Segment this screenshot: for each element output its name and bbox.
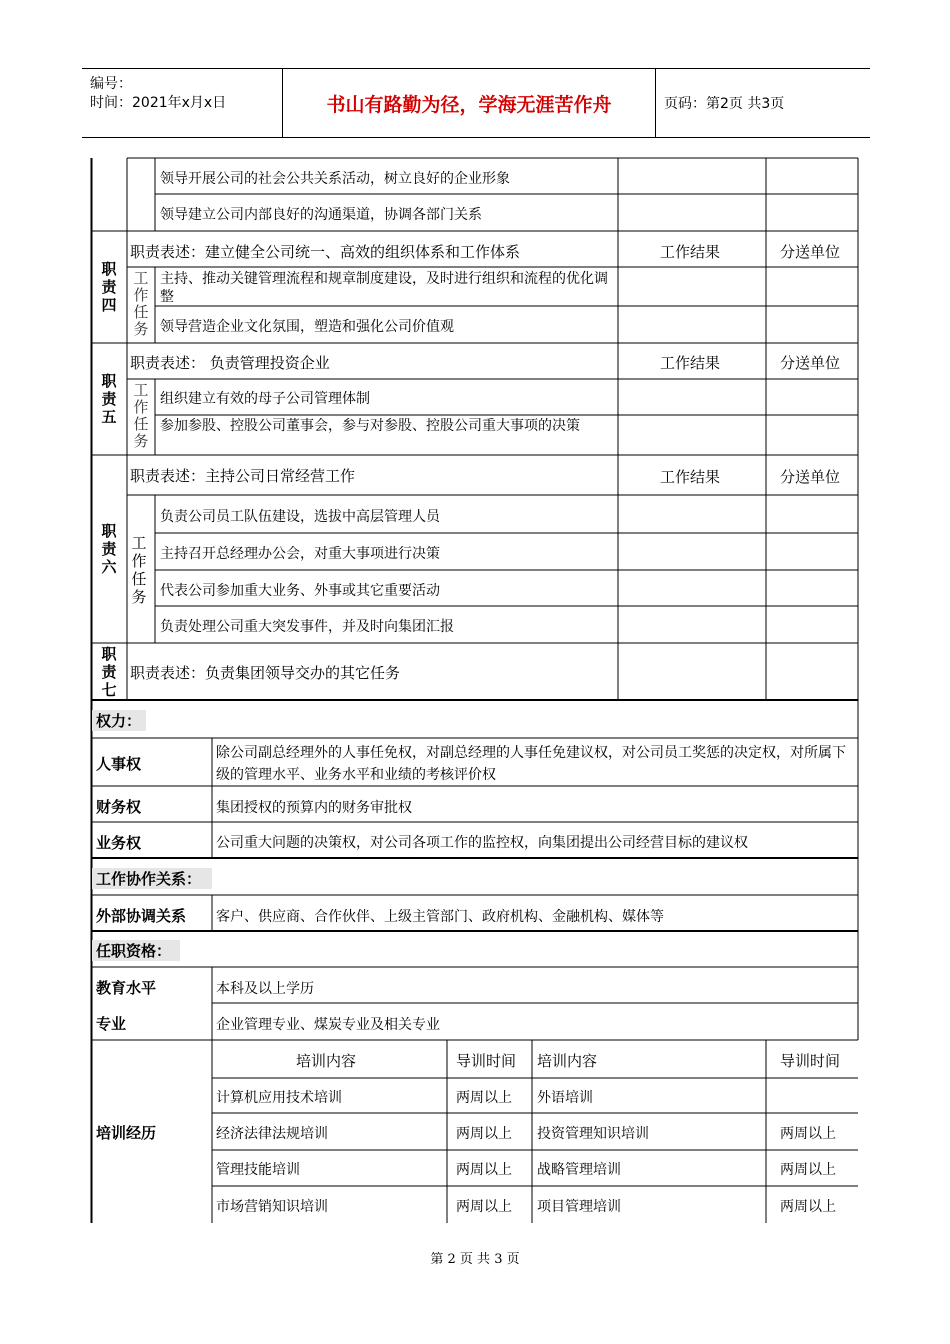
task-text: 组织建立有效的母子公司管理体制 [160,391,370,407]
page-info: 页码：第2页 共3页 [664,96,785,112]
training-label: 培训经历 [96,1124,157,1142]
training-cell: 两周以上 [456,1162,512,1178]
training-cell: 两周以上 [456,1199,512,1215]
task-text: 主持、推动关键管理流程和规章制度建设，及时进行组织和流程的优化调整 [160,271,608,305]
training-header: 导训时间 [456,1052,517,1070]
task-vertical-label: 工作任务 [133,381,149,450]
training-cell: 投资管理知识培训 [537,1126,649,1142]
training-cell: 两周以上 [780,1162,836,1178]
training-header: 培训内容 [296,1052,357,1070]
qualification-heading: 任职资格： [92,940,180,961]
result-header: 工作结果 [660,468,721,486]
header-motto: 书山有路勤为径，学海无涯苦作舟 [282,69,656,137]
recipient-header: 分送单位 [780,468,841,486]
cooperation-heading: 工作协作关系： [92,868,212,889]
task-vertical-label: 工作任务 [131,534,147,606]
training-cell: 两周以上 [456,1090,512,1106]
duty-title: 职责五 [101,372,117,426]
cooperation-label: 外部协调关系 [96,907,187,925]
duty-description: 职责表述：建立健全公司统一、高效的组织体系和工作体系 [130,243,521,261]
task-text: 代表公司参加重大业务、外事或其它重要活动 [160,583,440,599]
task-text: 主持召开总经理办公会，对重大事项进行决策 [160,546,440,562]
power-label: 人事权 [96,755,142,773]
page-footer: 第 2 页 共 3 页 [430,1252,520,1267]
duty-title: 职责七 [101,645,117,699]
training-cell: 市场营销知识培训 [216,1199,328,1215]
training-header: 培训内容 [537,1052,598,1070]
task-text: 领导营造企业文化氛围，塑造和强化公司价值观 [160,319,454,335]
cooperation-text: 客户、供应商、合作伙伴、上级主管部门、政府机构、金融机构、媒体等 [216,909,664,925]
page-header [82,68,870,138]
header-meta [82,69,282,137]
recipient-header: 分送单位 [780,243,841,261]
power-text: 除公司副总经理外的人事任免权，对副总经理的人事任免建议权，对公司员工奖惩的决定权，对所属下级的管理水平、业务水平和业绩的考核评价权 [216,745,846,783]
training-header: 导训时间 [780,1052,841,1070]
major-value: 企业管理专业、煤炭专业及相关专业 [216,1017,440,1033]
training-cell: 外语培训 [537,1090,593,1106]
training-cell: 计算机应用技术培训 [216,1090,342,1106]
result-header: 工作结果 [660,354,721,372]
task-text: 领导开展公司的社会公共关系活动，树立良好的企业形象 [160,171,510,187]
training-cell: 两周以上 [780,1199,836,1215]
task-vertical-label: 工作任务 [133,269,149,338]
result-header: 工作结果 [660,243,721,261]
power-label: 财务权 [96,798,142,816]
duty-description: 职责表述： 负责管理投资企业 [130,354,330,372]
training-cell: 两周以上 [780,1126,836,1142]
power-label: 业务权 [96,834,142,852]
duty-title: 职责六 [101,522,117,576]
training-cell: 两周以上 [456,1126,512,1142]
education-label: 教育水平 [96,979,157,997]
powers-heading: 权力： [92,710,146,731]
education-value: 本科及以上学历 [216,981,314,997]
task-text: 领导建立公司内部良好的沟通渠道，协调各部门关系 [160,207,482,223]
task-text: 参加参股、控股公司董事会，参与对参股、控股公司重大事项的决策 [160,418,580,434]
training-cell: 管理技能培训 [216,1162,300,1178]
recipient-header: 分送单位 [780,354,841,372]
duty-description: 职责表述：负责集团领导交办的其它任务 [130,664,401,682]
training-cell: 项目管理培训 [537,1199,621,1215]
training-cell: 战略管理培训 [537,1162,621,1178]
task-text: 负责公司员工队伍建设，选拔中高层管理人员 [160,509,440,525]
number-label: 编号： [90,76,132,92]
duty-title: 职责四 [101,260,117,314]
task-text: 负责处理公司重大突发事件，并及时向集团汇报 [160,619,454,635]
power-text: 公司重大问题的决策权，对公司各项工作的监控权，向集团提出公司经营目标的建议权 [216,835,748,851]
time-label: 时间：2021年x月x日 [90,95,227,111]
power-text: 集团授权的预算内的财务审批权 [216,800,412,816]
training-cell: 经济法律法规培训 [216,1126,328,1142]
major-label: 专业 [96,1015,127,1033]
duty-description: 职责表述：主持公司日常经营工作 [130,467,356,485]
